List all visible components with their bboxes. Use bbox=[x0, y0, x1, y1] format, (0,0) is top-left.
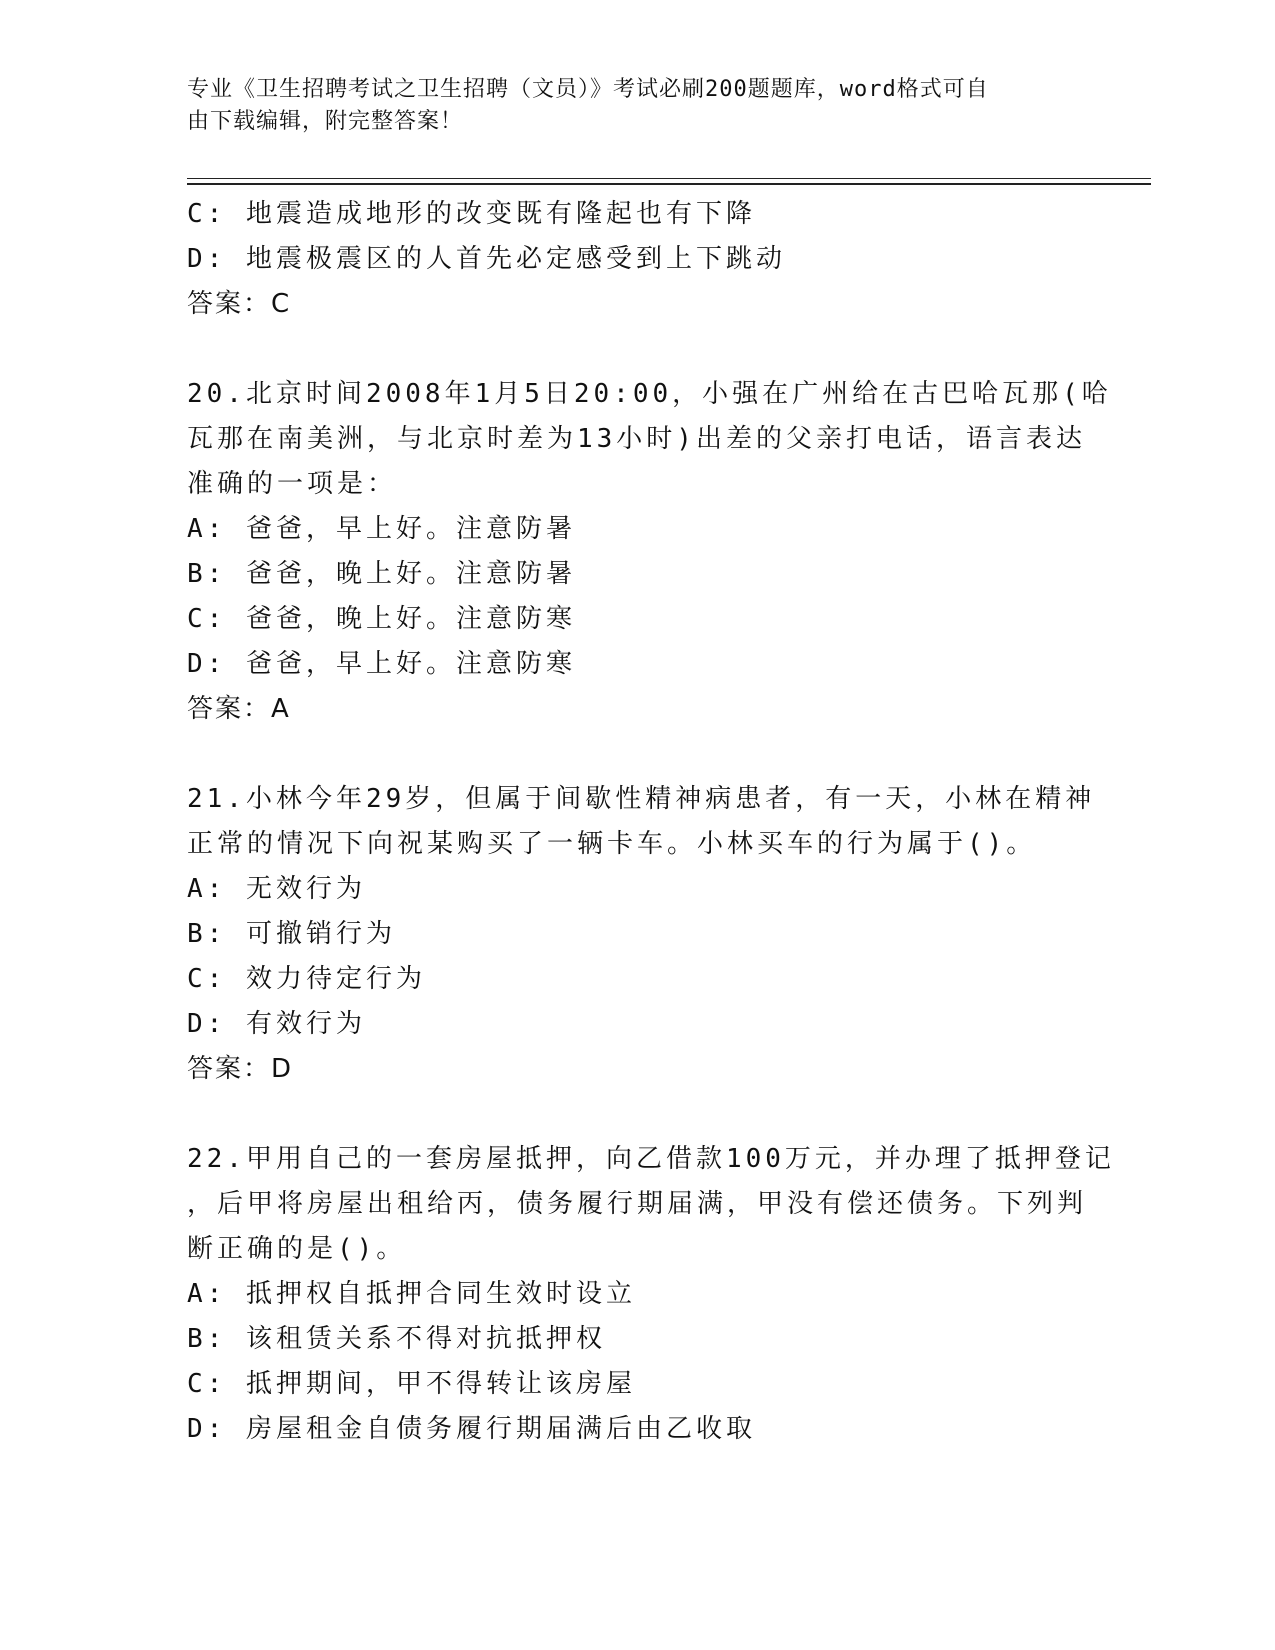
spacer bbox=[187, 327, 1087, 372]
option-a: A: 无效行为 bbox=[187, 874, 366, 904]
question-22 bbox=[187, 1137, 1115, 1452]
answer-line: 答案：A bbox=[187, 694, 291, 724]
question-text-line: ，后甲将房屋出租给丙，债务履行期届满，甲没有偿还债务。下列判 bbox=[187, 1189, 1088, 1219]
option-d: D: 地震极震区的人首先必定感受到上下跳动 bbox=[187, 244, 786, 274]
answer-line: 答案：C bbox=[187, 289, 292, 319]
option-d: D: 房屋租金自债务履行期届满后由乙收取 bbox=[187, 1414, 756, 1444]
option-c: C: 爸爸，晚上好。注意防寒 bbox=[187, 604, 576, 634]
question-text-line: 正常的情况下向祝某购买了一辆卡车。小林买车的行为属于()。 bbox=[187, 829, 1037, 859]
header-line-2: 由下载编辑，附完整答案！ bbox=[187, 109, 464, 134]
option-c: C: 地震造成地形的改变既有隆起也有下降 bbox=[187, 199, 756, 229]
option-b: B: 该租赁关系不得对抗抵押权 bbox=[187, 1324, 606, 1354]
option-c: C: 效力待定行为 bbox=[187, 964, 426, 994]
question-21 bbox=[187, 777, 1096, 1092]
question-20 bbox=[187, 372, 1112, 732]
header-rule-thin bbox=[187, 178, 1151, 179]
option-a: A: 抵押权自抵押合同生效时设立 bbox=[187, 1279, 636, 1309]
header-line-1: 专业《卫生招聘考试之卫生招聘（文员）》考试必刷200题题库，word格式可自 bbox=[187, 77, 989, 102]
document-body bbox=[187, 192, 1115, 1452]
spacer bbox=[187, 732, 1087, 777]
question-text-line: 瓦那在南美洲，与北京时差为13小时)出差的父亲打电话，语言表达 bbox=[187, 424, 1086, 454]
question-text-line: 断正确的是()。 bbox=[187, 1234, 407, 1264]
option-d: D: 有效行为 bbox=[187, 1009, 366, 1039]
header-rule-thick bbox=[187, 183, 1151, 185]
option-c: C: 抵押期间，甲不得转让该房屋 bbox=[187, 1369, 636, 1399]
document-header bbox=[187, 74, 1067, 138]
option-b: B: 爸爸，晚上好。注意防暑 bbox=[187, 559, 576, 589]
question-text-line: 准确的一项是： bbox=[187, 469, 398, 499]
question-text-line: 22.甲用自己的一套房屋抵押，向乙借款100万元，并办理了抵押登记 bbox=[187, 1144, 1115, 1174]
question-text-line: 20.北京时间2008年1月5日20:00，小强在广州给在古巴哈瓦那(哈 bbox=[187, 379, 1112, 409]
option-d: D: 爸爸，早上好。注意防寒 bbox=[187, 649, 576, 679]
question-text-line: 21.小林今年29岁，但属于间歇性精神病患者，有一天，小林在精神 bbox=[187, 784, 1096, 814]
spacer bbox=[187, 1092, 1087, 1137]
answer-line: 答案：D bbox=[187, 1054, 294, 1084]
option-b: B: 可撤销行为 bbox=[187, 919, 396, 949]
option-a: A: 爸爸，早上好。注意防暑 bbox=[187, 514, 576, 544]
